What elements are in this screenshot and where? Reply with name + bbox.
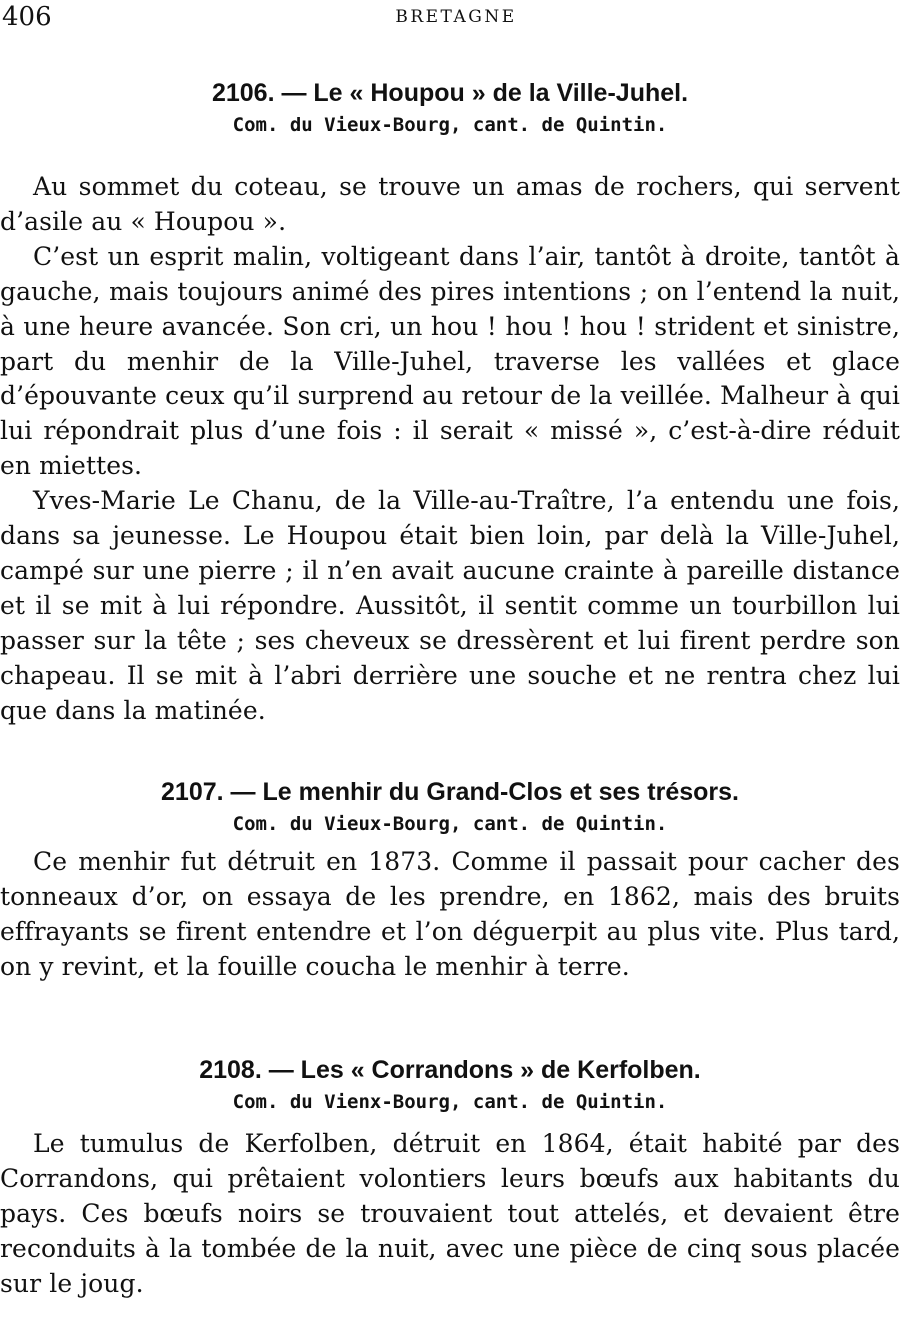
section-title: 2106. — Le « Houpou » de la Ville-Juhel. (211, 79, 689, 107)
paragraph: C’est un esprit malin, voltigeant dans l’air, tantôt à droite, tantôt à gauche, mais toujours animé des pires intentions ; on l’entend la nuit, à une heure avancée. Son cri, un hou ! hou ! hou ! strident et sinistre, part du menhir de la Ville-Juhel, traverse les vallées et glace d’épouvante ceux qu’il surprend au retour de la veillée. Malheur à qui lui répondrait plus d’une fois : il serait « missé », c’est-à-dire réduit en miettes. (0, 241, 900, 481)
paragraph: Ce menhir fut détruit en 1873. Comme il passait pour cacher des tonneaux d’or, on essaya de les prendre, en 1862, mais des bruits effrayants se firent entendre et l’on déguerpit au plus vite. Plus tard, on y revint, et la fouille coucha le menhir à terre. (0, 847, 900, 981)
section-title: 2107. — Le menhir du Grand-Clos et ses trésors. (161, 778, 739, 806)
section-2106 (0, 76, 900, 729)
section-location: Com. du Vieux-Bourg, cant. de Quintin. (232, 813, 668, 835)
section-location: Com. du Vienx-Bourg, cant. de Quintin. (232, 1091, 668, 1113)
section-2108 (0, 1053, 900, 1302)
running-head: BRETAGNE (395, 7, 517, 27)
section-title: 2108. — Les « Corrandons » de Kerfolben. (199, 1056, 701, 1084)
page-number: 406 (2, 2, 52, 32)
page-header (0, 2, 900, 32)
paragraph: Yves-Marie Le Chanu, de la Ville-au-Traître, l’a entendu une fois, dans sa jeunesse. Le Houpou était bien loin, par delà la Ville-Juhel, campé sur une pierre ; il n’en avait aucune crainte à pareille distance et il se mit à lui répondre. Aussitôt, il sentit comme un tourbillon lui passer sur la tête ; ses cheveux se dressèrent et lui firent perdre son chapeau. Il se mit à l’abri derrière une souche et ne rentra chez lui que dans la matinée. (0, 486, 900, 725)
paragraph: Au sommet du coteau, se trouve un amas de rochers, qui servent d’asile au « Houpou ». (0, 172, 900, 236)
section-2107 (0, 775, 900, 985)
section-location: Com. du Vieux-Bourg, cant. de Quintin. (232, 114, 668, 136)
paragraph: Le tumulus de Kerfolben, détruit en 1864, était habité par des Corrandons, qui prêtaient volontiers leurs bœufs aux habitants du pays. Ces bœufs noirs se trouvaient tout attelés, et devaient être reconduits à la tombée de la nuit, avec une pièce de cinq sous placée sur le joug. (0, 1129, 900, 1298)
